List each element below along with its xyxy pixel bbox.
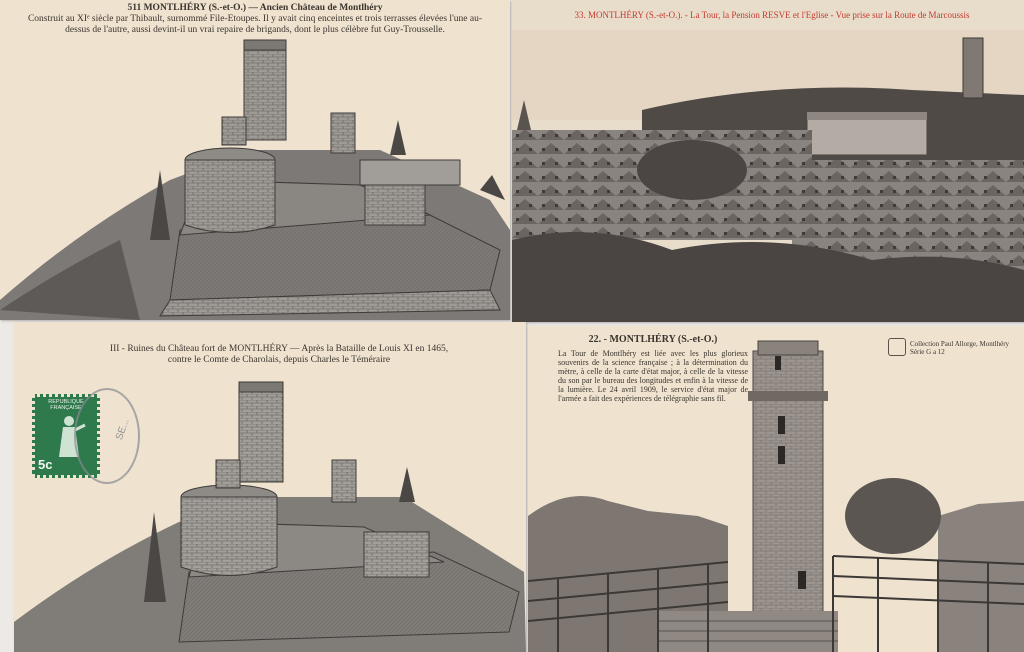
castle-ruins-engraving-image (14, 322, 526, 652)
postcard-ancien-chateau (0, 0, 510, 320)
postcard-vue-montlhery (512, 0, 1024, 322)
postcard-tour-montlhery (528, 326, 1024, 652)
publisher-name: Collection Paul Allorge, Montlhéry (910, 340, 1010, 348)
card-caption-line-2: contre le Comte de Charolais, depuis Charles le Téméraire (167, 354, 391, 365)
stamp-country-text: REPUBLIQUE FRANÇAISE (48, 399, 84, 411)
series-number: Série G a 12 (910, 348, 945, 357)
card-title: 511 MONTLHÉRY (S.-et-O.) — Ancien Château de Montlhéry (127, 3, 383, 13)
stamp-value: 5c (38, 457, 53, 472)
card-caption: 33. MONTLHÉRY (S.-et-O.). - La Tour, la Pension RESVE et l'Eglise - Vue prise sur la Route de Marcoussis (574, 10, 970, 20)
card-description: Construit au XIᵉ siècle par Thibault, surnommé File-Etoupes. Il y avait cinq enceintes et trois terrasses élevées l'une au-dessus de l'autre, aussi devint-il un vrai repaire de brigands, dont le plus célèbre fut Guy-Trousselle. (27, 13, 483, 35)
postcard-ruines-chateau (14, 322, 526, 652)
postmark-cancellation (74, 388, 140, 484)
town-photograph-image (512, 0, 1024, 322)
publisher-logo-icon (888, 338, 906, 356)
card-title: 22. - MONTLHÉRY (S.-et-O.) (588, 334, 718, 345)
card-description: La Tour de Montlhéry est liée avec les plus glorieux souvenirs de la science française ; à la détermination du mètre, à celle de la carte d'état major, à celle de la vitesse du son par le bureau des longitudes et enfin à la vitesse de la lumière. Le 24 avril 1909, le service d'état major de l'armée a fait des expériences de télégraphie sans fil. (558, 348, 748, 404)
castle-engraving-image (0, 0, 510, 320)
postmark-text: SE... (113, 417, 132, 442)
card-caption-line-1: III - Ruines du Château fort de MONTLHÉRY — Après la Bataille de Louis XI en 1465, (109, 344, 449, 354)
